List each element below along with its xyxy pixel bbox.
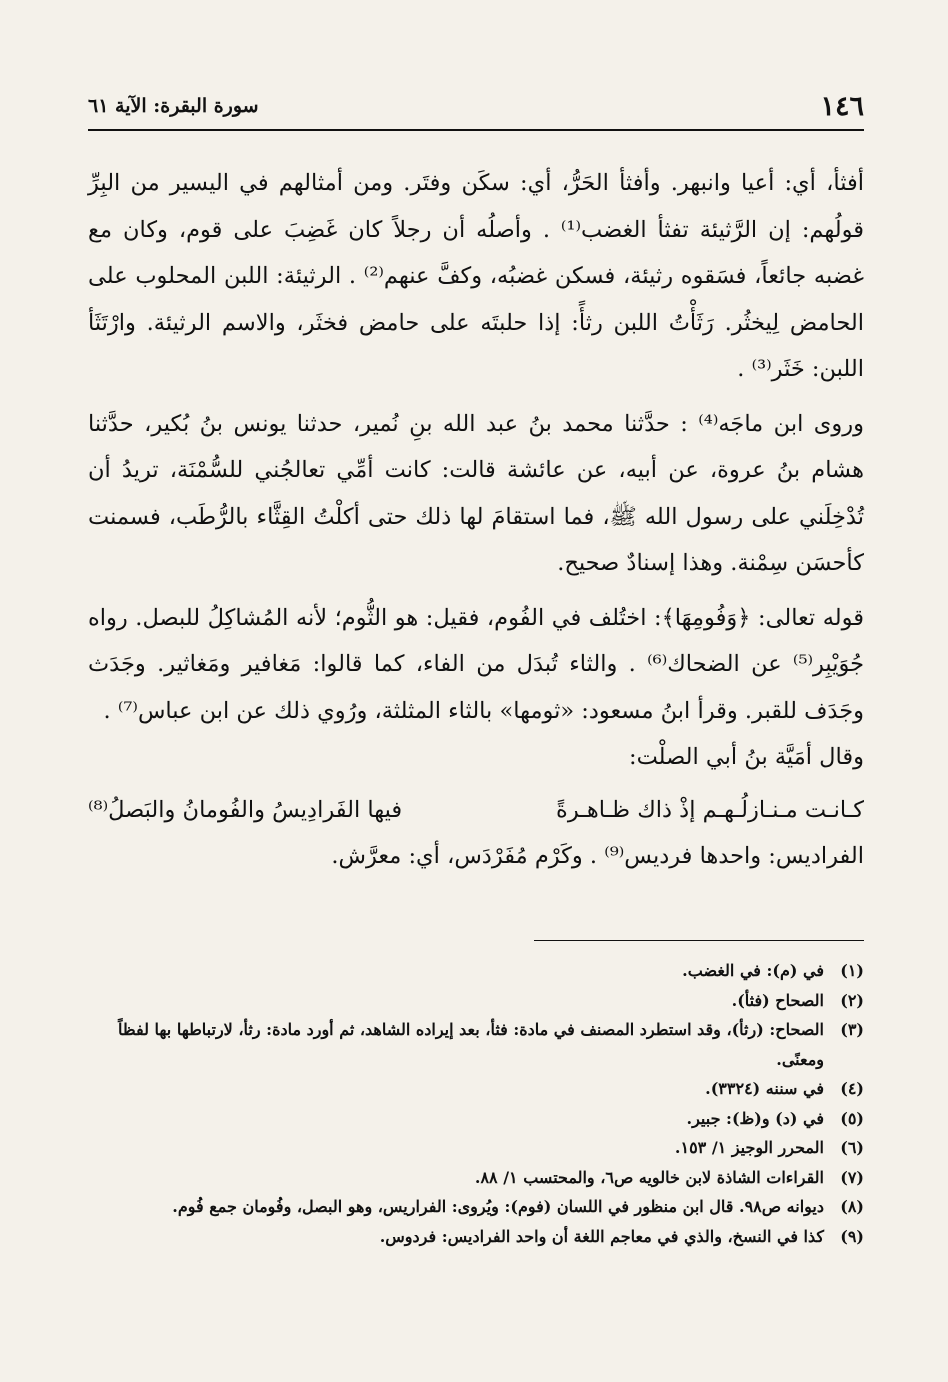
main-text bbox=[88, 160, 864, 880]
paragraph-1: أفثأ، أي: أعيا وانبهر. وأفثأ الحَرُّ، أي: سكَن وفتَر. ومن أمثالهم في اليسير من البِرِّ قولُهم: إن الرَّثيئة تفثأ الغضب⁽¹⁾ . وأصلُه أن رجلاً كان غَضِبَ على قوم، وكان مع غضبه جائعاً، فسَقوه رثيئة، فسكن غضبُه، وكفَّ عنهم⁽²⁾ . الرثيئة: اللبن المحلوب على الحامض لِيخثُر. رَثَأْتُ اللبن رثأً: إذا حلبتَه على حامض فخثَر، والاسم الرثيئة. وارْتَثَأ اللبن: خَثَر⁽³⁾ . bbox=[88, 170, 865, 382]
running-title: سورة البقرة: الآية ٦١ bbox=[88, 95, 259, 117]
paragraph-3: قوله تعالى: ﴿وَفُومِهَا﴾: اختُلف في الفُوم، فقيل: هو الثُّوم؛ لأنه المُشاكِلُ للبصل. رواه جُوَيْبِر⁽⁵⁾ عن الضحاك⁽⁶⁾ . والثاء تُبدَل من الفاء، كما قالوا: مَغافير ومَغاثير. وجَدَث وجَدَف للقبر. وقرأ ابنُ مسعود: «ثومها» بالثاء المثلثة، ورُوي ذلك عن ابن عباس⁽⁷⁾ . bbox=[88, 604, 865, 724]
paragraph-5: الفراديس: واحدها فرديس⁽⁹⁾ . وكَرْم مُفَرْدَس، أي: معرَّش. bbox=[331, 843, 864, 869]
footnote-text: المحرر الوجيز ١/ ١٥٣. bbox=[674, 1138, 824, 1157]
footnote-number: (٩) bbox=[840, 1226, 864, 1246]
paragraph-2: وروى ابن ماجَه⁽⁴⁾ : حدَّثنا محمد بنُ عبد الله بنِ نُمير، حدثنا يونس بنُ بُكير، حدَّثنا هشام بنُ عروة، عن أبيه، عن عائشة قالت: كانت أمِّي تعالجُني للسُّمْنَة، تريدُ أن تُدْخِلَني على رسول الله ﷺ، فما استقامَ لها ذلك حتى أكلْتُ القِثَّاء بالرُّطَب، فسمنت كأحسَن سِمْنة. وهذا إسنادٌ صحيح. bbox=[88, 410, 864, 576]
footnote bbox=[86, 1192, 864, 1222]
footnote bbox=[86, 1104, 864, 1134]
footnotes bbox=[86, 956, 864, 1251]
verse-first-hemistich: كـانـت مـنـازلُـهـم إذْ ذاك ظـاهـرةً bbox=[556, 796, 864, 823]
footnote bbox=[86, 1222, 864, 1252]
footnote bbox=[86, 956, 864, 986]
footnote-text: كذا في النسخ، والذي في معاجم اللغة أن واحد الفراديس: فردوس. bbox=[379, 1226, 824, 1246]
footnote bbox=[86, 1074, 864, 1104]
page-number: ١٤٦ bbox=[820, 90, 864, 122]
footnote-text: القراءات الشاذة لابن خالويه ص٦، والمحتسب ١/ ٨٨. bbox=[474, 1167, 824, 1187]
footnote bbox=[86, 1015, 864, 1074]
footnote-text: الصحاح: (رثأ)، وقد استطرد المصنف في مادة: فثأ، بعد إيراده الشاهد، ثم أورد مادة: رثأ، لارتباطها بها لفظاً ومعنًى. bbox=[118, 1020, 824, 1069]
footnote bbox=[86, 1163, 864, 1193]
footnote-text: في (د) و(ظ): جبير. bbox=[686, 1108, 824, 1128]
footnote-number: (٧) bbox=[840, 1167, 864, 1187]
footnote bbox=[86, 1133, 864, 1163]
footnote-number: (٣) bbox=[840, 1020, 864, 1039]
verse-second-hemistich: فيها الفَرادِيسُ والفُومانُ والبَصلُ⁽⁸⁾ bbox=[88, 796, 403, 823]
footnote bbox=[86, 986, 864, 1016]
footnote-number: (٢) bbox=[840, 990, 864, 1010]
footnote-text: الصحاح (فثأ). bbox=[731, 990, 824, 1010]
footnote-text: ديوانه ص٩٨. قال ابن منظور في اللسان (فوم): ويُروى: الفراريس، وهو البصل، وفُومان جمع فُوم. bbox=[172, 1197, 824, 1216]
footnote-divider bbox=[534, 940, 864, 941]
page-header bbox=[88, 86, 864, 126]
footnote-number: (١) bbox=[840, 961, 864, 980]
paragraph-4: وقال أمَيَّة بنُ أبي الصلْت: bbox=[629, 744, 864, 770]
footnote-number: (٨) bbox=[840, 1197, 864, 1216]
footnote-number: (٥) bbox=[840, 1108, 864, 1128]
poetry-verse bbox=[88, 787, 864, 834]
footnote-number: (٤) bbox=[840, 1079, 864, 1098]
header-divider bbox=[88, 129, 864, 131]
footnote-number: (٦) bbox=[840, 1138, 864, 1157]
footnote-text: في (م): في الغضب. bbox=[682, 961, 824, 980]
footnote-text: في سننه (٣٣٢٤). bbox=[705, 1079, 824, 1098]
